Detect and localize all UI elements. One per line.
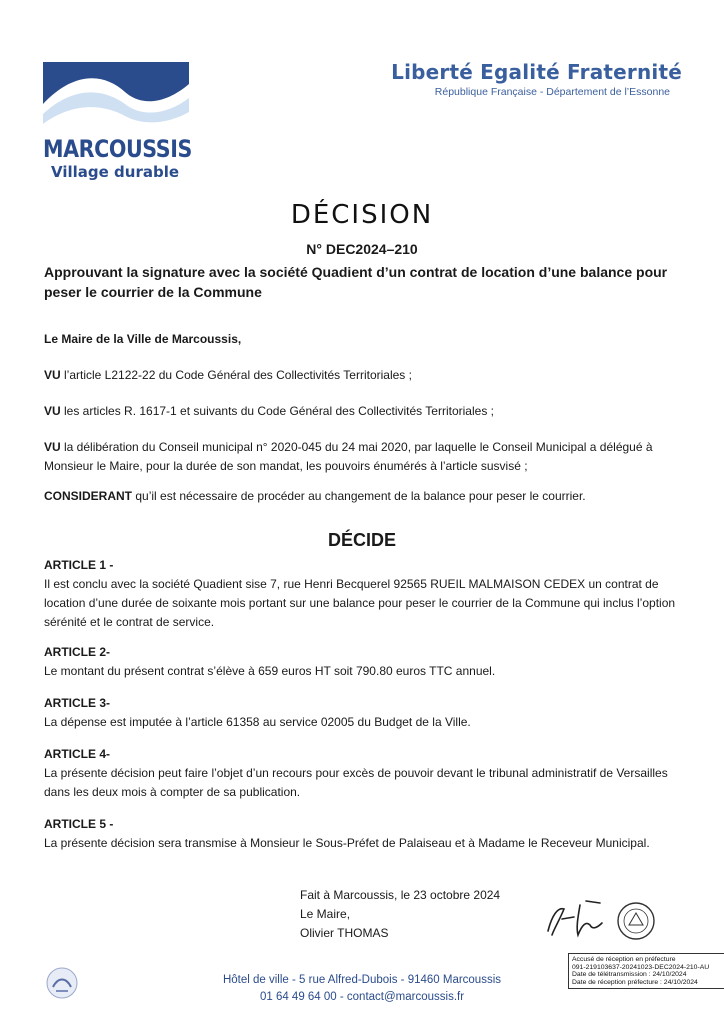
receipt-line: Accusé de réception en préfecture [572, 956, 676, 963]
receipt-box [568, 953, 724, 989]
republic-header [391, 60, 682, 98]
document-subject: Approuvant la signature avec la société Quadient d’un contrat de location d’une balance pour peser le courrier de la Commune [44, 264, 668, 300]
vu-paragraph [44, 438, 694, 476]
article-title: ARTICLE 5 - [44, 817, 114, 831]
considerant-label: CONSIDERANT [44, 489, 133, 503]
motto: Liberté Egalité Fraternité [391, 60, 682, 84]
receipt-line: 091-219103637-20241023-DEC2024-210-AU [572, 963, 710, 971]
article-title: ARTICLE 3- [44, 696, 110, 710]
article-title: ARTICLE 4- [44, 747, 110, 761]
article [44, 643, 694, 681]
receipt-line: Date de télétransmission : 24/10/2024 [572, 971, 687, 979]
vu-paragraph [44, 402, 694, 421]
logo-name: MARCOUSSIS [43, 135, 192, 163]
considerant-paragraph [44, 487, 694, 506]
article [44, 556, 694, 632]
signature-block [300, 886, 500, 943]
article-text: La présente décision sera transmise à Monsieur le Sous-Préfet de Palaiseau et à Madame le Receveur Municipal. [44, 836, 650, 850]
signature-stamp-icon [540, 895, 660, 945]
logo-tagline: Village durable [51, 163, 180, 181]
vu-label: VU [44, 404, 61, 418]
wave-logo-icon [43, 62, 189, 132]
marcoussis-logo [43, 62, 192, 181]
footer-address: Hôtel de ville - 5 rue Alfred-Dubois - 91460 Marcoussis [222, 974, 502, 986]
considerant-text: qu’il est nécessaire de procéder au changement de la balance pour peser le courrier. [132, 489, 586, 503]
document-number: N° DEC2024–210 [306, 241, 418, 257]
vu-text: l’article L2122-22 du Code Général des Collectivités Territoriales ; [60, 368, 412, 382]
article-text: Il est conclu avec la société Quadient sise 7, rue Henri Becquerel 92565 RUEIL MALMAISON CEDEX un contrat de location d’une durée de soixante mois portant sur une balance pour peser le courrier de la Commune qui inclus l’option sérénité et le contrat de service. [44, 577, 676, 629]
article [44, 815, 694, 853]
vu-text: la délibération du Conseil municipal n° 2020-045 du 24 mai 2020, par laquelle le Conseil Municipal a délégué à Monsieur le Maire, pour la durée de son mandat, les pouvoirs énumérés à l’article susvisé ; [44, 440, 653, 473]
signer-name: Olivier THOMAS [300, 926, 389, 940]
place-date: Fait à Marcoussis, le 23 octobre 2024 [300, 888, 501, 902]
footer-contact: 01 64 49 64 00 - contact@marcoussis.fr [259, 991, 465, 1003]
mayor-intro: Le Maire de la Ville de Marcoussis, [44, 332, 242, 346]
document-type: DÉCISION [290, 200, 434, 230]
article-title: ARTICLE 2- [44, 645, 110, 659]
article-text: La présente décision peut faire l’objet d’un recours pour excès de pouvoir devant le tribunal administratif de Versailles dans les deux mois à compter de sa publication. [44, 766, 668, 799]
decide-heading: DÉCIDE [327, 530, 396, 550]
article-text: La dépense est imputée à l’article 61358 au service 02005 du Budget de la Ville. [44, 715, 471, 729]
article-text: Le montant du présent contrat s’élève à 659 euros HT soit 790.80 euros TTC annuel. [44, 664, 496, 678]
vu-label: VU [44, 368, 61, 382]
vu-paragraph [44, 366, 694, 385]
vu-text: les articles R. 1617-1 et suivants du Code Général des Collectivités Territoriales ; [60, 404, 494, 418]
motto-subtitle: République Française - Département de l’Essonne [434, 86, 670, 98]
vu-label: VU [44, 440, 61, 454]
article [44, 745, 694, 802]
article-title: ARTICLE 1 - [44, 558, 114, 572]
signer-role: Le Maire, [300, 907, 351, 921]
receipt-line: Date de réception préfecture : 24/10/2024 [572, 978, 698, 986]
article [44, 694, 694, 732]
